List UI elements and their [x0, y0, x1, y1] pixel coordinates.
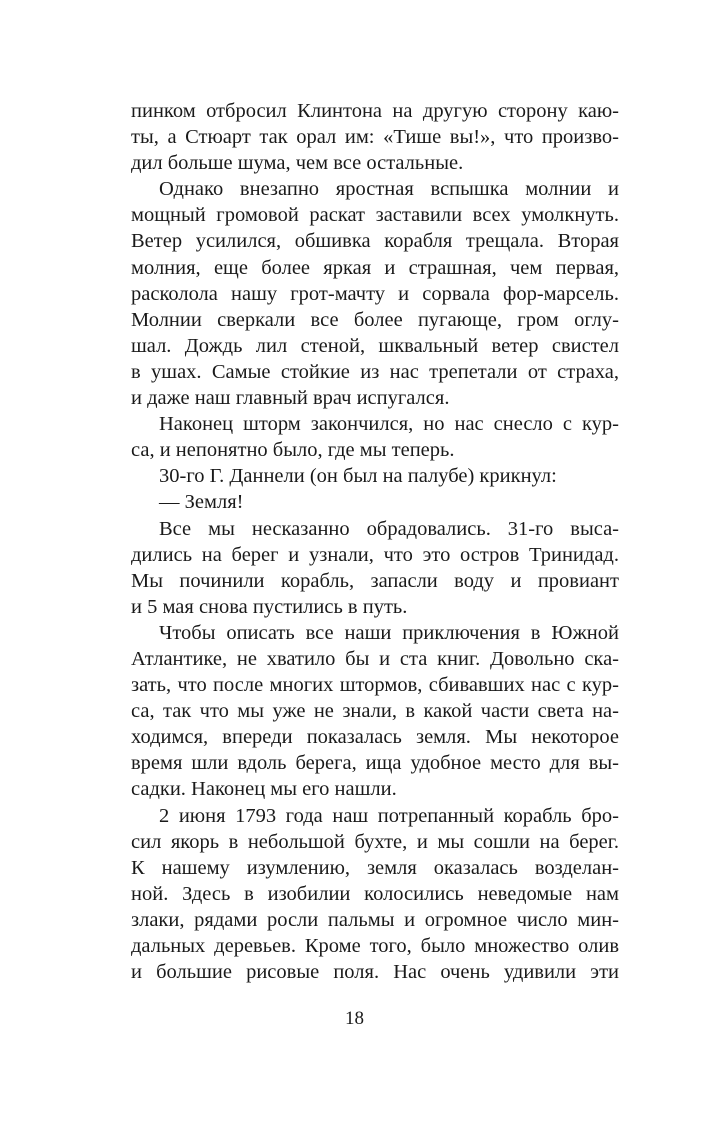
text-line: — Земля!	[159, 491, 244, 514]
text-line: Чтобы описать все наши приключения в Южной	[159, 621, 619, 644]
text-line: Ветер усилился, обшивка корабля трещала. Вторая	[131, 230, 619, 253]
text-line: Наконец шторм закончился, но нас снесло с кур-	[159, 413, 619, 436]
text-line: и даже наш главный врач испугался.	[131, 387, 450, 410]
text-line: 2 июня 1793 года наш потрепанный корабль бро-	[159, 804, 619, 827]
text-line: сил якорь в небольшой бухте, и мы сошли на берег.	[131, 830, 619, 853]
text-line: в ушах. Самые стойкие из нас трепетали от страха,	[131, 360, 619, 383]
text-line: К нашему изумлению, земля оказалась возделан-	[131, 856, 619, 879]
text-line: Однако внезапно яростная вспышка молнии и	[159, 178, 619, 201]
text-line: дились на берег и узнали, что это остров Тринидад.	[131, 543, 619, 566]
text-line: Атлантике, не хватило бы и ста книг. Довольно ска-	[131, 647, 619, 670]
text-line: расколола нашу грот-мачту и сорвала фор-марсель.	[131, 282, 619, 305]
text-line: садки. Наконец мы его нашли.	[131, 778, 397, 801]
text-line: Молнии сверкали все более пугающе, гром оглу-	[131, 308, 619, 331]
text-line: 30-го Г. Даннели (он был на палубе) крикнул:	[159, 465, 557, 488]
text-line: са, так что мы уже не знали, в какой части света на-	[131, 700, 619, 723]
text-line: и большие рисовые поля. Нас очень удивили эти	[131, 961, 619, 984]
text-line: ходимся, впереди показалась земля. Мы некоторое	[131, 726, 619, 749]
text-line: дальных деревьев. Кроме того, было множество олив	[131, 935, 619, 957]
text-line: дил больше шума, чем все остальные.	[131, 152, 464, 175]
text-line: время шли вдоль берега, ища удобное место для вы-	[131, 752, 619, 775]
text-line: мощный громовой раскат заставили всех умолкнуть.	[131, 204, 619, 227]
text-line: молния, еще более яркая и страшная, чем первая,	[131, 256, 619, 279]
text-line: шал. Дождь лил стеной, шквальный ветер свистел	[131, 334, 619, 357]
text-line: са, и непонятно было, где мы теперь.	[131, 439, 455, 462]
text-line: Все мы несказанно обрадовались. 31-го выса-	[159, 517, 619, 540]
text-line: злаки, рядами росли пальмы и огромное число мин-	[131, 908, 619, 931]
text-line: ты, а Стюарт так орал им: «Тише вы!», что произво-	[131, 126, 619, 149]
text-line: ной. Здесь в изобилии колосились неведомые нам	[131, 882, 619, 905]
text-line: Мы починили корабль, запасли воду и провиант	[131, 569, 619, 592]
text-line: зать, что после многих штормов, сбивавших нас с кур-	[131, 674, 619, 697]
text-line: пинком отбросил Клинтона на другую сторону каю-	[131, 100, 619, 122]
page-number: 18	[345, 1008, 364, 1029]
text-line: и 5 мая снова пустились в путь.	[131, 595, 408, 618]
body-text	[131, 98, 619, 985]
